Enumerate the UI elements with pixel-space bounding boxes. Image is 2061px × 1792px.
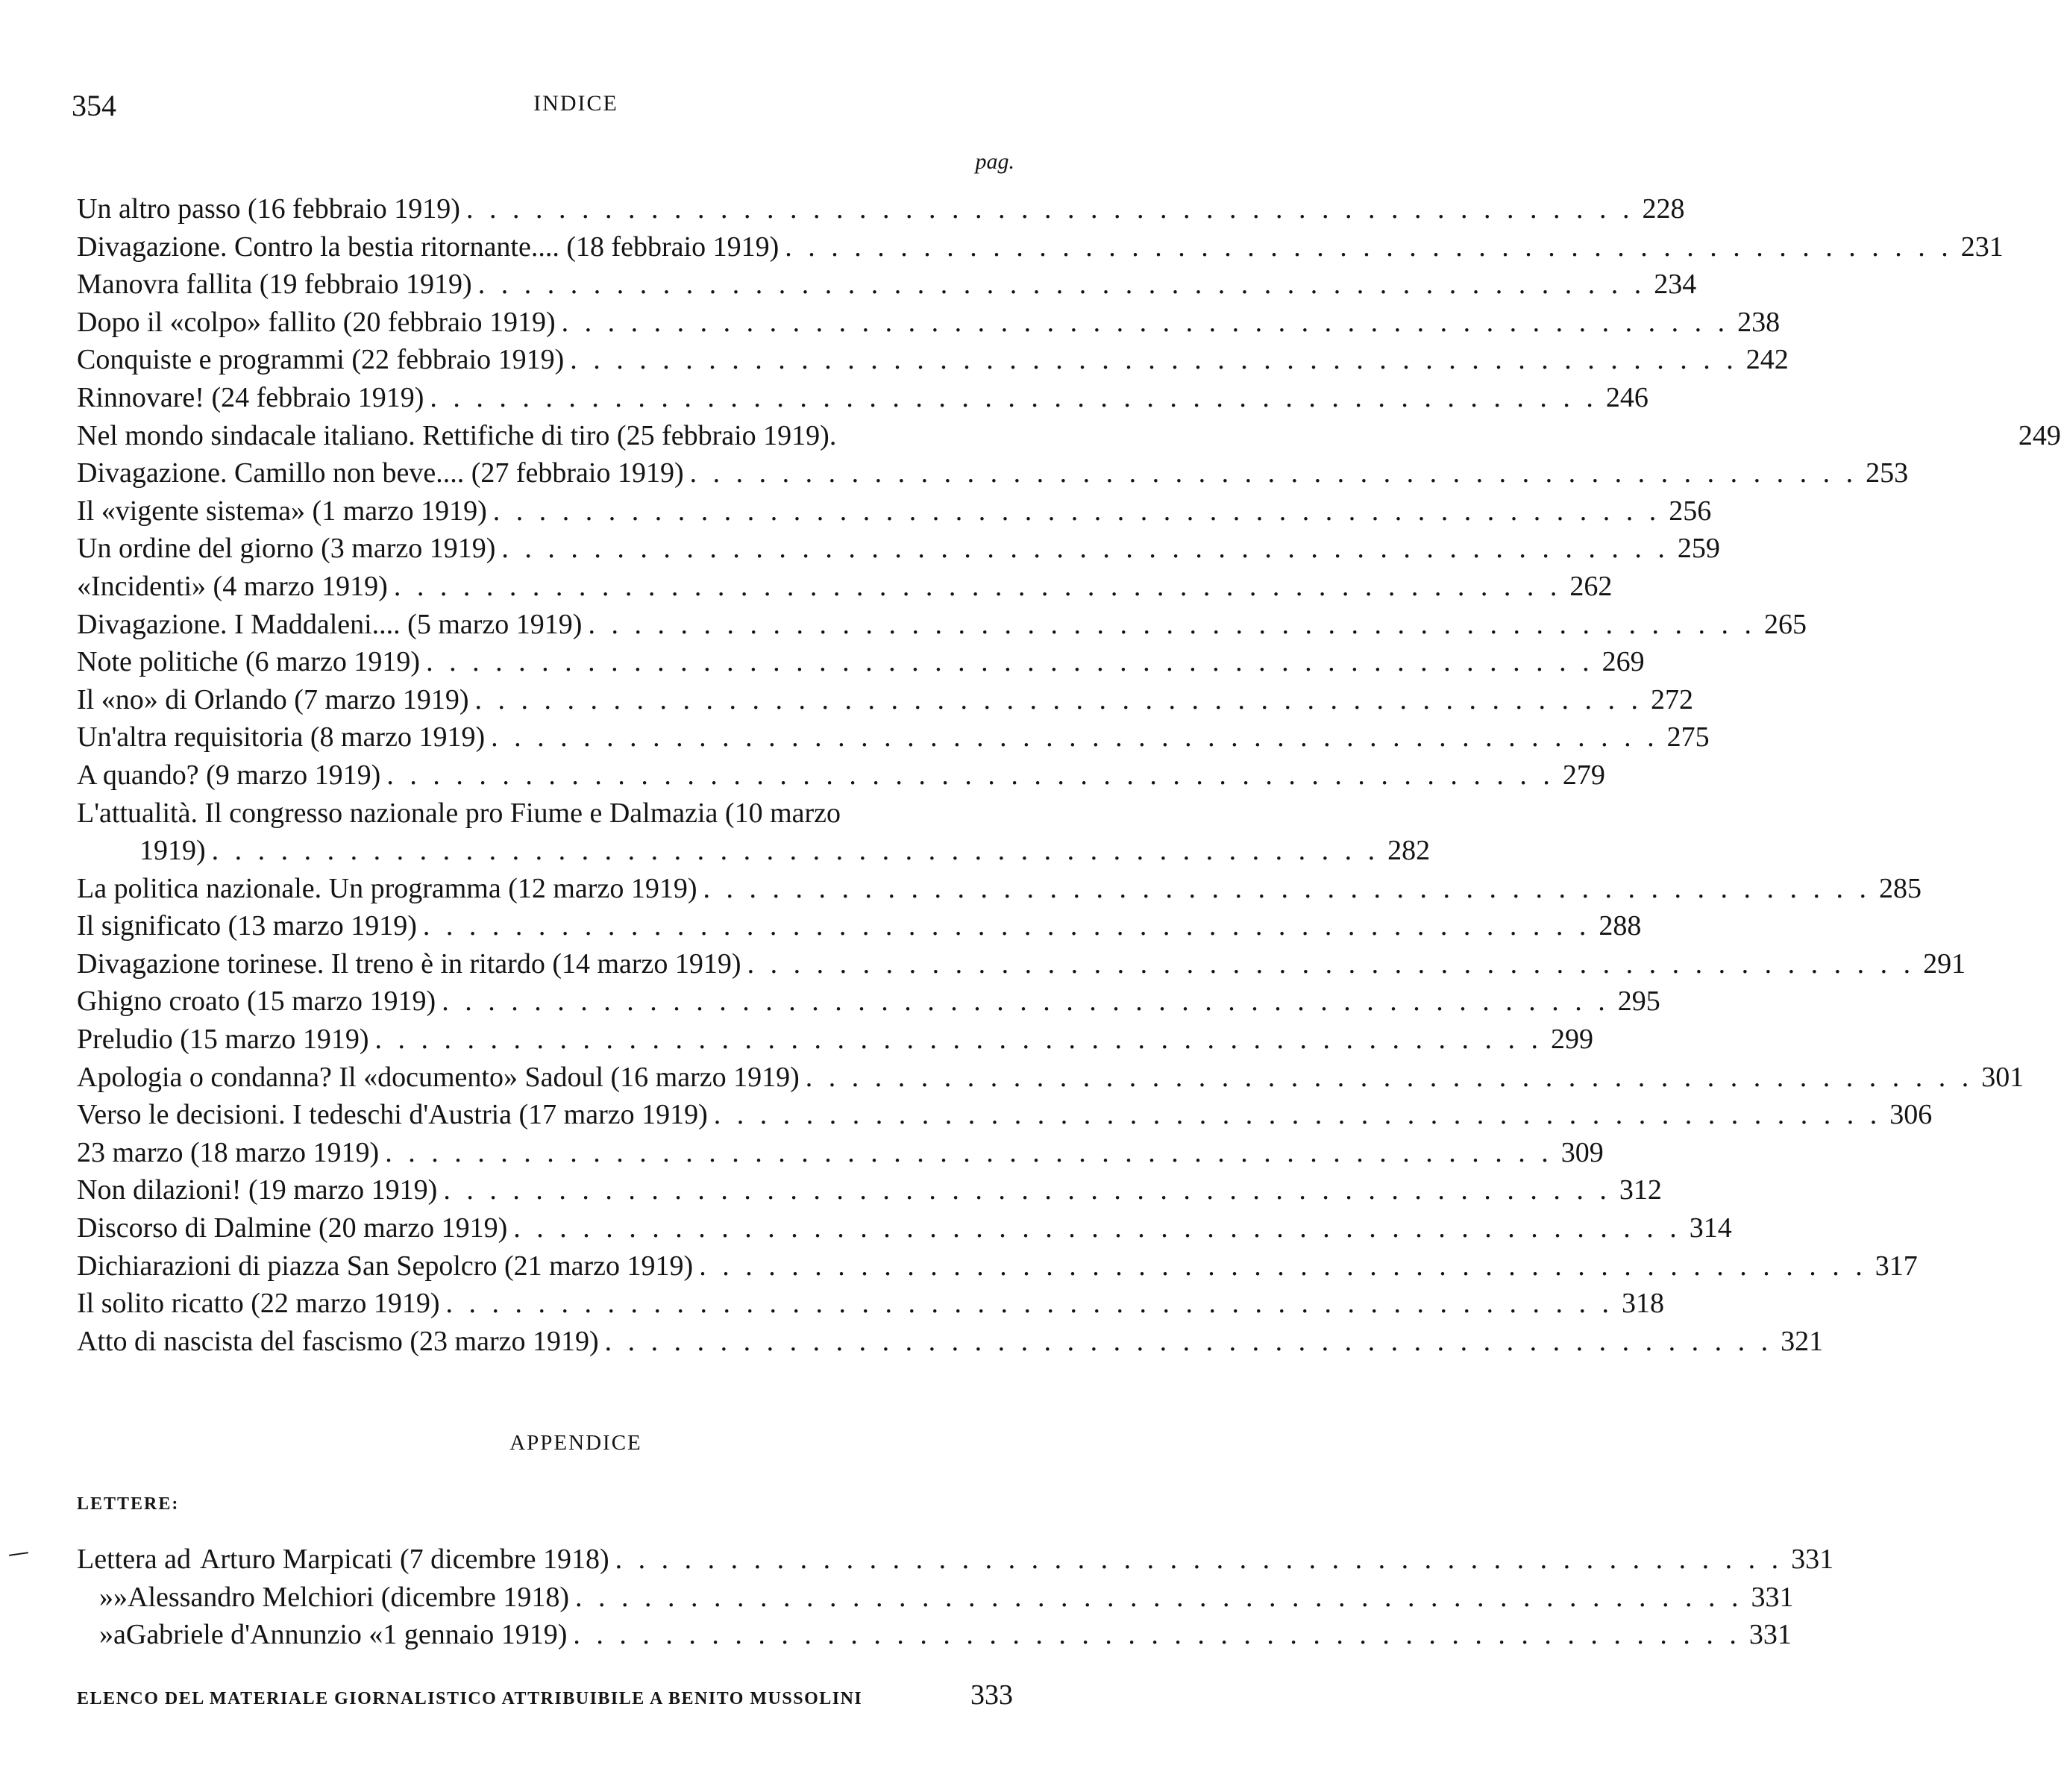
toc-entry	[77, 266, 1697, 304]
toc-entry-page: 282	[1387, 835, 1431, 867]
leader-dots	[564, 341, 1738, 379]
leader-dots	[437, 1171, 1611, 1209]
toc-entry-title: Note politiche (6 marzo 1919)	[77, 646, 421, 678]
toc-entry	[77, 795, 1013, 833]
leader-dots	[567, 1616, 1741, 1654]
toc-entry-page: 275	[1666, 721, 1710, 754]
margin-dash-mark	[9, 1552, 28, 1556]
toc-entry	[77, 681, 1694, 719]
letter-title: Gabriele d'Annunzio «1 gennaio 1919)	[125, 1619, 568, 1651]
toc-entry	[77, 907, 1642, 945]
toc-entry-page: 295	[1617, 986, 1660, 1018]
toc-entry-title: Rinnovare! (24 febbraio 1919)	[77, 381, 424, 413]
letters-label: LETTERE:	[77, 1494, 180, 1514]
toc-entry-title: 23 marzo (18 marzo 1919)	[77, 1136, 380, 1168]
toc-entry	[77, 983, 1660, 1021]
leader-dots	[697, 870, 1871, 908]
toc-entry-page: 301	[1981, 1061, 2024, 1093]
toc-entry-title: Il «vigente sistema» (1 marzo 1919)	[77, 495, 487, 527]
toc-entry-page: 265	[1763, 608, 1807, 640]
leader-dots	[485, 718, 1659, 756]
toc-entry-page: 234	[1654, 269, 1697, 301]
leader-dots	[487, 492, 1661, 530]
toc-entry	[77, 945, 1966, 983]
toc-entry-page: 259	[1677, 533, 1720, 565]
toc-entry-title: Il significato (13 marzo 1919)	[77, 910, 417, 942]
toc-entry-title: Un altro passo (16 febbraio 1919)	[77, 193, 460, 225]
toc-entry-page: 318	[1622, 1288, 1664, 1320]
preposition: a	[113, 1619, 126, 1651]
toc-entry-page: 238	[1737, 306, 1781, 338]
toc-entry-page: 231	[1960, 231, 2004, 263]
toc-entry-page: 309	[1560, 1136, 1604, 1168]
letter-page: 331	[1748, 1619, 1792, 1651]
leader-dots	[708, 1096, 1882, 1134]
toc-entry-title: Ghigno croato (15 marzo 1919)	[77, 986, 436, 1018]
toc-entry-title: Divagazione. Contro la bestia ritornante.... (18 febbraio 1919)	[77, 231, 779, 263]
letter-page: 331	[1751, 1581, 1794, 1613]
toc-entry	[77, 1247, 1918, 1285]
toc-entry-title: Manovra fallita (19 febbraio 1919)	[77, 269, 472, 301]
toc-entry-page: 291	[1923, 947, 1966, 980]
toc-entry-title: La politica nazionale. Un programma (12 marzo 1919)	[77, 872, 697, 904]
letter-page: 331	[1791, 1544, 1834, 1575]
toc-entry-page: 249	[2018, 419, 2061, 451]
leader-dots	[741, 945, 1916, 983]
leader-dots	[369, 1021, 1543, 1059]
leader-dots	[424, 379, 1598, 417]
leader-dots	[556, 304, 1730, 342]
toc-entry-page: 306	[1889, 1099, 1933, 1131]
ditto-mark: »	[113, 1581, 128, 1613]
leader-dots	[417, 907, 1591, 945]
leader-dots	[460, 190, 1634, 228]
toc-entry-page: 321	[1781, 1325, 1824, 1357]
toc-entry	[77, 530, 1720, 568]
toc-entry-title: Non dilazioni! (19 marzo 1919)	[77, 1174, 438, 1206]
toc-entry-title: Il solito ricatto (22 marzo 1919)	[77, 1288, 440, 1320]
letters-list	[77, 1541, 1834, 1654]
toc-entry-title: Preludio (15 marzo 1919)	[77, 1024, 369, 1056]
toc-entry-page: 262	[1569, 570, 1613, 602]
toc-entry	[77, 1096, 1933, 1134]
toc-entry-page: 272	[1651, 683, 1694, 715]
toc-entry-page: 242	[1745, 344, 1789, 376]
appendix-heading: APPENDICE	[509, 1431, 642, 1455]
table-of-contents	[77, 190, 2061, 1360]
letter-entry	[77, 1541, 1834, 1579]
toc-entry-title: A quando? (9 marzo 1919)	[77, 759, 381, 791]
leader-dots	[507, 1209, 1681, 1247]
letter-title: Alessandro Melchiori (dicembre 1918)	[128, 1581, 569, 1613]
toc-entry-title: Atto di nascista del fascismo (23 marzo 1919)	[77, 1325, 599, 1357]
letter-entry	[77, 1616, 1792, 1654]
page-number: 354	[72, 89, 116, 122]
ditto-mark: »	[99, 1619, 113, 1651]
leader-dots	[379, 1134, 1553, 1172]
toc-entry-title: Divagazione. I Maddaleni.... (5 marzo 1919)	[77, 608, 583, 640]
toc-entry-title: Un ordine del giorno (3 marzo 1919)	[77, 533, 496, 565]
toc-entry	[77, 417, 2061, 455]
toc-entry-page: 285	[1878, 872, 1922, 904]
footer-title: ELENCO DEL MATERIALE GIORNALISTICO ATTRIBUIBILE A BENITO MUSSOLINI	[77, 1689, 863, 1708]
footer-entry	[77, 1679, 1013, 1711]
toc-entry-page: 288	[1599, 910, 1642, 942]
toc-entry	[77, 718, 1710, 756]
toc-entry-page: 256	[1669, 495, 1712, 527]
toc-entry-title: Il «no» di Orlando (7 marzo 1919)	[77, 683, 469, 715]
letter-title: Arturo Marpicati (7 dicembre 1918)	[199, 1544, 609, 1575]
toc-entry-page: 269	[1602, 646, 1645, 678]
toc-entry-page: 312	[1619, 1174, 1662, 1206]
toc-entry	[77, 1171, 1662, 1209]
toc-entry	[77, 1134, 1604, 1172]
toc-entry	[77, 1285, 1664, 1323]
toc-entry	[77, 1021, 1594, 1059]
toc-entry-page: 317	[1875, 1250, 1918, 1282]
leader-dots	[436, 983, 1610, 1021]
leader-dots	[693, 1247, 1867, 1285]
leader-dots	[582, 606, 1756, 644]
toc-entry-title: Discorso di Dalmine (20 marzo 1919)	[77, 1212, 508, 1244]
letter-entry	[77, 1579, 1794, 1617]
toc-entry-title: Un'altra requisitoria (8 marzo 1919)	[77, 721, 486, 754]
toc-entry-page: 246	[1605, 381, 1649, 413]
leader-dots	[440, 1285, 1614, 1323]
leader-dots	[420, 643, 1594, 681]
leader-dots	[800, 1059, 1974, 1097]
toc-entry-title: Dichiarazioni di piazza San Sepolcro (21 marzo 1919)	[77, 1250, 694, 1282]
toc-entry	[77, 870, 1922, 908]
toc-entry	[77, 643, 1645, 681]
toc-entry	[77, 228, 2004, 266]
toc-entry	[77, 606, 1807, 644]
leader-dots	[380, 756, 1555, 795]
leader-dots	[779, 228, 1953, 266]
footer-page: 333	[970, 1679, 1013, 1711]
toc-entry-title: «Incidenti» (4 marzo 1919)	[77, 570, 388, 602]
toc-entry	[77, 190, 1685, 228]
running-title: INDICE	[533, 91, 618, 116]
toc-entry-title: 1919)	[139, 835, 206, 867]
toc-entry	[77, 1059, 2024, 1097]
toc-entry-title: Dopo il «colpo» fallito (20 febbraio 1919)	[77, 306, 556, 338]
toc-entry-title: L'attualità. Il congresso nazionale pro Fiume e Dalmazia (10 marzo	[77, 797, 841, 829]
leader-dots	[495, 530, 1669, 568]
leader-dots	[388, 568, 1562, 606]
toc-entry	[77, 454, 1909, 492]
toc-entry	[77, 832, 1431, 870]
toc-entry-title: Conquiste e programmi (22 febbraio 1919)	[77, 344, 565, 376]
toc-entry-title: Apologia o condanna? Il «documento» Sadoul (16 marzo 1919)	[77, 1061, 800, 1093]
toc-entry-title: Verso le decisioni. I tedeschi d'Austria (17 marzo 1919)	[77, 1099, 708, 1131]
leader-dots	[469, 681, 1643, 719]
toc-entry	[77, 1323, 1824, 1361]
toc-entry	[77, 492, 1712, 530]
leader-dots	[569, 1579, 1743, 1617]
toc-entry	[77, 1209, 1732, 1247]
toc-entry-page: 314	[1689, 1212, 1732, 1244]
toc-entry	[77, 341, 1789, 379]
toc-entry-page: 228	[1642, 193, 1685, 225]
toc-entry-page: 279	[1562, 759, 1605, 791]
toc-entry-title: Divagazione torinese. Il treno è in ritardo (14 marzo 1919)	[77, 947, 741, 980]
leader-dots	[206, 832, 1380, 870]
letter-prefix: Lettera ad	[77, 1544, 191, 1575]
toc-entry-page: 253	[1866, 457, 1909, 489]
toc-entry	[77, 379, 1649, 417]
toc-entry-page: 299	[1551, 1024, 1594, 1056]
toc-entry-title: Divagazione. Camillo non beve.... (27 febbraio 1919)	[77, 457, 684, 489]
page-column-label: pag.	[975, 149, 1014, 174]
toc-entry	[77, 568, 1613, 606]
leader-dots	[684, 454, 1858, 492]
ditto-mark: »	[99, 1581, 113, 1613]
leader-dots	[609, 1541, 1784, 1579]
toc-entry-title: Nel mondo sindacale italiano. Rettifiche di tiro (25 febbraio 1919).	[77, 419, 837, 451]
leader-dots	[599, 1323, 1773, 1361]
toc-entry	[77, 304, 1781, 342]
toc-entry	[77, 756, 1605, 795]
leader-dots	[472, 266, 1646, 304]
